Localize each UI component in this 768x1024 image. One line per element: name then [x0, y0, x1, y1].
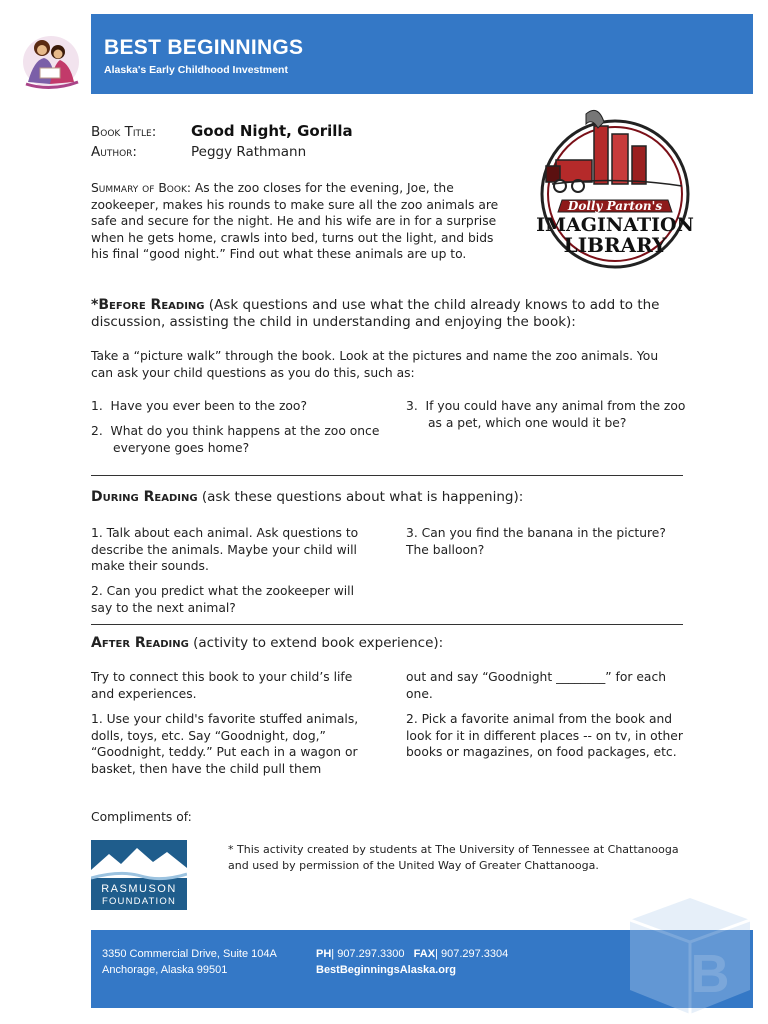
book-title-label: Book Title:	[91, 124, 157, 140]
block-letter-watermark	[610, 880, 760, 1023]
fax-number: 907.297.3304	[437, 948, 509, 960]
phone-number: 907.297.3300	[334, 948, 405, 960]
before-question-2: 2. What do you think happens at the zoo once everyone goes home?	[91, 424, 380, 455]
after-item-1-continued: out and say “Goodnight ________” for each one.	[406, 670, 667, 701]
rasmuson-foundation-logo	[91, 840, 187, 913]
picture-walk-text: Take a “picture walk” through the book. Look at the pictures and name the zoo animals. You can ask your child questions as you do this, such as:	[91, 349, 659, 380]
sponsor-name-line1: RASMUSON	[101, 883, 177, 895]
family-reading-logo	[20, 26, 82, 95]
brand-subtitle: Alaska's Early Childhood Investment	[104, 64, 288, 76]
footer-contact: PH| 907.297.3300 FAX| 907.297.3304	[316, 948, 509, 960]
phone-label: PH	[316, 948, 332, 960]
during-reading-heading: During Reading	[91, 489, 198, 505]
during-reading-intro: (ask these questions about what is happening):	[197, 489, 524, 505]
after-reading-heading: After Reading	[91, 635, 189, 651]
after-connect-text: Try to connect this book to your child’s life and experiences.	[91, 670, 353, 701]
book-title: Good Night, Gorilla	[191, 122, 353, 140]
before-reading-heading: *Before Reading	[91, 297, 205, 313]
sponsor-name-line2: FOUNDATION	[101, 896, 177, 907]
before-question-1: 1. Have you ever been to the zoo?	[91, 399, 307, 413]
summary-label: Summary of Book:	[91, 181, 191, 195]
section-divider	[91, 475, 683, 476]
section-divider	[91, 624, 683, 625]
footer-website: BestBeginningsAlaska.org	[316, 964, 456, 976]
book-summary	[91, 180, 511, 263]
author-label: Author:	[91, 144, 137, 160]
after-reading-section	[91, 635, 443, 651]
svg-text:B: B	[690, 944, 730, 1004]
after-item-1: 1. Use your child's favorite stuffed animals, dolls, toys, etc. Say “Goodnight, dog,” “Goodnight, teddy.” Put each in a wagon or basket, then have the child pull them	[91, 712, 359, 776]
before-reading-section	[91, 297, 681, 330]
brand-title: BEST BEGINNINGS	[104, 36, 304, 59]
summary-text: As the zoo closes for the evening, Joe, the zookeeper, makes his rounds to make sure all the zoo animals are safe and secure for the night. He and his wife are in for a surprise when he gets home, crawls into bed, turns out the light, and bids his final “good night.” Find out what these animals are up to.	[91, 181, 499, 262]
before-reading-intro: (Ask questions and use what the child already knows to add to the discussion, assisting the child in understanding and enjoying the book):	[91, 297, 660, 330]
author-name: Peggy Rathmann	[191, 144, 307, 160]
logo-line1: IMAGINATION	[536, 214, 694, 236]
imagination-library-logo	[532, 104, 698, 277]
fax-label: FAX	[413, 948, 436, 960]
during-item-3: 3. Can you find the banana in the picture? The balloon?	[406, 526, 666, 557]
during-reading-section	[91, 489, 523, 505]
compliments-label: Compliments of:	[91, 810, 192, 824]
credit-note: * This activity created by students at The University of Tennessee at Chattanooga and used by permission of the United Way of Greater Chattanooga.	[228, 843, 679, 872]
footer-address-line2: Anchorage, Alaska 99501	[102, 964, 228, 976]
after-item-2: 2. Pick a favorite animal from the book and look for it in different places -- on tv, in other books or magazines, on food packages, etc.	[406, 712, 683, 760]
before-question-3: 3. If you could have any animal from the zoo as a pet, which one would it be?	[406, 399, 686, 430]
during-item-1: 1. Talk about each animal. Ask questions to describe the animals. Maybe your child will make their sounds.	[91, 526, 359, 574]
after-reading-intro: (activity to extend book experience):	[188, 635, 444, 651]
footer-address-line1: 3350 Commercial Drive, Suite 104A	[102, 948, 277, 960]
logo-line2: LIBRARY	[563, 233, 667, 257]
logo-brand-text: Dolly Parton's	[567, 199, 663, 213]
during-item-2: 2. Can you predict what the zookeeper will say to the next animal?	[91, 584, 355, 615]
